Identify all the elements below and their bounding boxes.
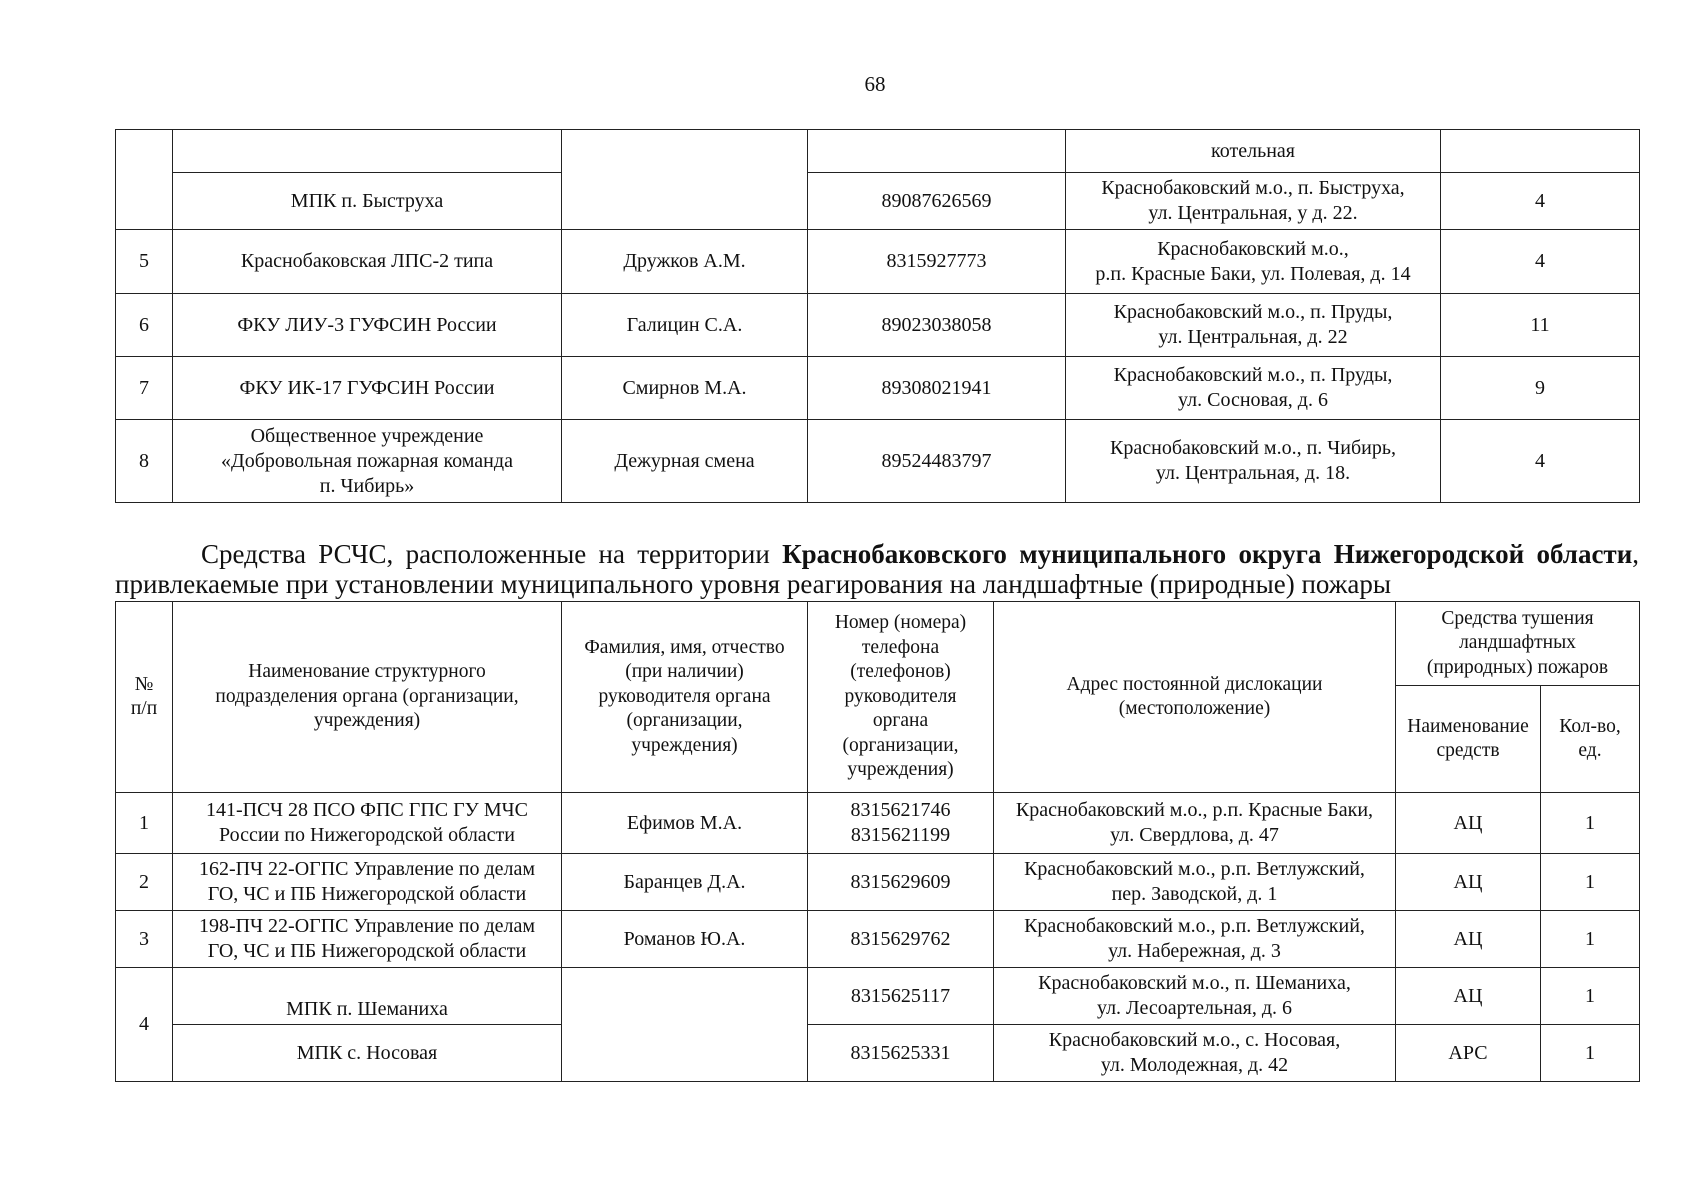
head-name-cell bbox=[562, 968, 808, 1082]
means-name-cell: АРС bbox=[1396, 1025, 1541, 1082]
phone-cell: 89023038058 bbox=[808, 294, 1066, 357]
address-cell: Краснобаковский м.о., п. Чибирь, ул. Центральная, д. 18. bbox=[1066, 420, 1441, 503]
phone-cell: 8315621746 8315621199 bbox=[808, 793, 994, 854]
count-cell: 4 bbox=[1441, 173, 1640, 230]
means-name-cell: АЦ bbox=[1396, 911, 1541, 968]
count-cell: 11 bbox=[1441, 294, 1640, 357]
address-cell: Краснобаковский м.о., п. Быструха, ул. Центральная, у д. 22. bbox=[1066, 173, 1441, 230]
address-cell: Краснобаковский м.о., п. Пруды, ул. Сосновая, д. 6 bbox=[1066, 357, 1441, 420]
count-cell: 4 bbox=[1441, 230, 1640, 294]
head-name-cell: Галицин С.А. bbox=[562, 294, 808, 357]
section-heading: Средства РСЧС, расположенные на территории Краснобаковского муниципального округа Нижегородской области, привлекаемые при установлении муниципального уровня реагирования на ландшафтные (природные) пожары bbox=[115, 539, 1640, 599]
head-name-cell: Дружков А.М. bbox=[562, 230, 808, 294]
unit-name-cell: 141-ПСЧ 28 ПСО ФПС ГПС ГУ МЧС России по Нижегородской области bbox=[173, 793, 562, 854]
table-row bbox=[116, 1025, 1640, 1082]
address-cell: Краснобаковский м.о., п. Шеманиха, ул. Лесоартельная, д. 6 bbox=[994, 968, 1396, 1025]
unit-name-cell: 198-ПЧ 22-ОГПС Управление по делам ГО, ЧС и ПБ Нижегородской области bbox=[173, 911, 562, 968]
means-count-cell: 1 bbox=[1541, 911, 1640, 968]
header-number: № п/п bbox=[116, 602, 173, 793]
means-count-cell: 1 bbox=[1541, 854, 1640, 911]
head-name-cell: Романов Ю.А. bbox=[562, 911, 808, 968]
head-name-cell: Смирнов М.А. bbox=[562, 357, 808, 420]
page-number: 68 bbox=[864, 72, 886, 96]
unit-name-cell: МПК п. Быструха bbox=[173, 173, 562, 230]
table-row: 7 ФКУ ИК-17 ГУФСИН России Смирнов М.А. 89308021941 Краснобаковский м.о., п. Пруды, ул. Сосновая, д. 6 9 bbox=[116, 357, 1640, 420]
table-row: 2 162-ПЧ 22-ОГПС Управление по делам ГО, ЧС и ПБ Нижегородской области Баранцев Д.А. 8315629609 Краснобаковский м.о., р.п. Ветлужский, пер. Заводской, д. 1 АЦ 1 bbox=[116, 854, 1640, 911]
table-row bbox=[116, 130, 1640, 173]
table-row: 4 МПК п. Шеманиха 8315625117 Краснобаковский м.о., п. Шеманиха, ул. Лесоартельная, д. 6 АЦ 1 bbox=[116, 968, 1640, 1025]
phone-cell: 89524483797 bbox=[808, 420, 1066, 503]
address-cell: Краснобаковский м.о., р.п. Красные Баки, ул. Свердлова, д. 47 bbox=[994, 793, 1396, 854]
header-address: Адрес постоянной дислокации (местоположение) bbox=[994, 602, 1396, 793]
address-cell: котельная bbox=[1066, 130, 1441, 173]
means-count-cell: 1 bbox=[1541, 793, 1640, 854]
means-count-cell: 1 bbox=[1541, 968, 1640, 1025]
table-row: 5 Краснобаковская ЛПС-2 типа Дружков А.М. 8315927773 Краснобаковский м.о., р.п. Красные Баки, ул. Полевая, д. 14 4 bbox=[116, 230, 1640, 294]
table-header-row bbox=[116, 602, 1640, 686]
unit-name-cell: Краснобаковская ЛПС-2 типа bbox=[173, 230, 562, 294]
means-name-cell: АЦ bbox=[1396, 793, 1541, 854]
rschs-means-table bbox=[115, 601, 1640, 1082]
means-count-cell: 1 bbox=[1541, 1025, 1640, 1082]
phone-cell: 8315625331 bbox=[808, 1025, 994, 1082]
table-row: 1 141-ПСЧ 28 ПСО ФПС ГПС ГУ МЧС России по Нижегородской области Ефимов М.А. 8315621746 8315621199 Краснобаковский м.о., р.п. Красные Баки, ул. Свердлова, д. 47 АЦ 1 bbox=[116, 793, 1640, 854]
table-row bbox=[116, 173, 1640, 230]
phone-cell: 8315629762 bbox=[808, 911, 994, 968]
unit-name-cell: МПК п. Шеманиха bbox=[173, 968, 562, 1025]
address-cell: Краснобаковский м.о., р.п. Красные Баки, ул. Полевая, д. 14 bbox=[1066, 230, 1441, 294]
address-cell: Краснобаковский м.о., р.п. Ветлужский, пер. Заводской, д. 1 bbox=[994, 854, 1396, 911]
fire-units-table-continued bbox=[115, 129, 1640, 503]
header-means-count: Кол-во, ед. bbox=[1541, 686, 1640, 793]
heading-bold-text: Краснобаковского муниципального округа Нижегородской области bbox=[782, 539, 1633, 569]
means-name-cell: АЦ bbox=[1396, 854, 1541, 911]
table-row: 6 ФКУ ЛИУ-3 ГУФСИН России Галицин С.А. 89023038058 Краснобаковский м.о., п. Пруды, ул. Центральная, д. 22 11 bbox=[116, 294, 1640, 357]
header-means-name: Наименование средств bbox=[1396, 686, 1541, 793]
table-row: 3 198-ПЧ 22-ОГПС Управление по делам ГО, ЧС и ПБ Нижегородской области Романов Ю.А. 8315629762 Краснобаковский м.о., р.п. Ветлужский, ул. Набережная, д. 3 АЦ 1 bbox=[116, 911, 1640, 968]
unit-name-cell: 162-ПЧ 22-ОГПС Управление по делам ГО, ЧС и ПБ Нижегородской области bbox=[173, 854, 562, 911]
unit-name-cell: Общественное учреждение «Добровольная пожарная команда п. Чибирь» bbox=[173, 420, 562, 503]
address-cell: Краснобаковский м.о., п. Пруды, ул. Центральная, д. 22 bbox=[1066, 294, 1441, 357]
phone-cell: 8315629609 bbox=[808, 854, 994, 911]
unit-name-cell: МПК с. Носовая bbox=[173, 1025, 562, 1082]
header-unit: Наименование структурного подразделения органа (организации, учреждения) bbox=[173, 602, 562, 793]
phone-cell: 8315625117 bbox=[808, 968, 994, 1025]
count-cell: 4 bbox=[1441, 420, 1640, 503]
head-name-cell: Баранцев Д.А. bbox=[562, 854, 808, 911]
header-head: Фамилия, имя, отчество (при наличии) руководителя органа (организации, учреждения) bbox=[562, 602, 808, 793]
row-number-cell bbox=[116, 130, 173, 230]
unit-name-cell: ФКУ ИК-17 ГУФСИН России bbox=[173, 357, 562, 420]
head-name-cell: Ефимов М.А. bbox=[562, 793, 808, 854]
means-name-cell: АЦ bbox=[1396, 968, 1541, 1025]
count-cell: 9 bbox=[1441, 357, 1640, 420]
phone-cell: 89087626569 bbox=[808, 173, 1066, 230]
head-name-cell: Дежурная смена bbox=[562, 420, 808, 503]
address-cell: Краснобаковский м.о., с. Носовая, ул. Молодежная, д. 42 bbox=[994, 1025, 1396, 1082]
phone-cell: 8315927773 bbox=[808, 230, 1066, 294]
address-cell: Краснобаковский м.о., р.п. Ветлужский, ул. Набережная, д. 3 bbox=[994, 911, 1396, 968]
table-row: 8 Общественное учреждение «Добровольная пожарная команда п. Чибирь» Дежурная смена 89524483797 Краснобаковский м.о., п. Чибирь, ул. Центральная, д. 18. 4 bbox=[116, 420, 1640, 503]
unit-name-cell: ФКУ ЛИУ-3 ГУФСИН России bbox=[173, 294, 562, 357]
phone-cell: 89308021941 bbox=[808, 357, 1066, 420]
header-means: Средства тушения ландшафтных (природных) пожаров bbox=[1396, 602, 1640, 686]
header-phone: Номер (номера) телефона (телефонов) руководителя органа (организации, учреждения) bbox=[808, 602, 994, 793]
